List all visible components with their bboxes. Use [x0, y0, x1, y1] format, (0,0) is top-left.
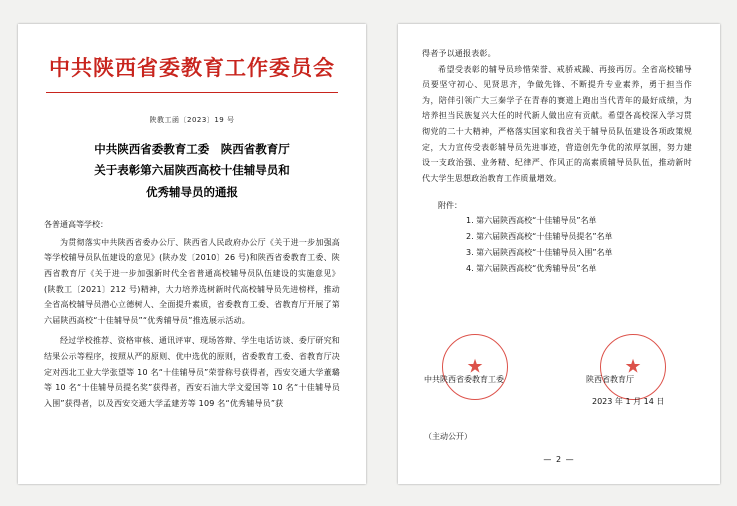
- document-page-right: [398, 24, 720, 484]
- attachment-label: 附件：: [438, 201, 462, 211]
- red-seal-education-department: [600, 334, 666, 400]
- title-line-3: 优秀辅导员的通报: [146, 184, 238, 199]
- list-item: 2. 第六届陕西高校“十佳辅导员提名”名单: [466, 232, 613, 242]
- document-page-left: [18, 24, 366, 484]
- document-title: [44, 139, 340, 203]
- body-paragraph-2: 经过学校推荐、资格审核、通讯评审、现场答辩、学生电话访谈、委厅研究和结果公示等程序，按照从严的原则、优中选优的原则，省委教育工委、省教育厅决定对西北工业大学张望等 10 名“十佳辅导员”荣誉称号获得者，西安交通大学董璐等 10 名“十佳辅导员提名奖”获得者，西安石油大学文爱国等 10 名“十佳辅导员入围”获得者，以及西安交通大学孟建芳等 109 名“优秀辅导员”获: [44, 336, 340, 408]
- signature-block: [424, 334, 696, 410]
- masthead-divider: [46, 92, 338, 93]
- list-item: 1. 第六届陕西高校“十佳辅导员”名单: [466, 216, 597, 226]
- public-disclosure-note: （主动公开）: [424, 432, 472, 441]
- page-number: — 2 —: [543, 455, 575, 464]
- title-line-2: 关于表彰第六届陕西高校十佳辅导员和: [94, 163, 290, 178]
- body-paragraph-4: 希望受表彰的辅导员珍惜荣誉、戒骄戒躁、再接再厉。全省高校辅导员要坚守初心、见贤思齐，争做先锋、不断提升专业素养，勇于担当作为，陪伴引领广大三秦学子在青春的赛道上跑出当代青年的最好成绩，为培养担当民族复兴大任的时代新人做出应有贡献。希望各高校深入学习贯彻党的二十大精神，严格落实国家和我省关于辅导员队伍建设各项政策规定，大力宣传受表彰辅导员先进事迹，营造创先争优的浓厚氛围，努力建设一支政治强、业务精、纪律严、作风正的高素质辅导员队伍，推动新时代大学生思想政治教育工作质量增效。: [422, 64, 692, 183]
- signature-date: 2023 年 1 月 14 日: [592, 397, 665, 406]
- body-paragraph-3: 得者予以通报表彰。: [422, 49, 496, 58]
- list-item: 4. 第六届陕西高校“优秀辅导员”名单: [466, 264, 597, 274]
- attachment-list: [422, 213, 692, 277]
- document-number: 陕教工函〔2023〕19 号: [149, 116, 235, 125]
- document-addressee: 各普通高等学校：: [44, 219, 108, 229]
- title-line-1: 中共陕西省委教育工委 陕西省教育厅: [94, 142, 290, 157]
- body-paragraph-1: 为贯彻落实中共陕西省委办公厅、陕西省人民政府办公厅《关于进一步加强高等学校辅导员队伍建设的意见》(陕办发〔2010〕26 号)和陕西省委教育工委、陕西省教育厅《关于进一步加强新时代全省普通高校辅导员队伍建设的实施意见》(陕教工〔2021〕212 号)精神，大力培养选树新时代高校辅导员先进榜样，推动全省高校辅导员潜心立德树人、全面提升素质，省委教育工委、省教育厅开展了第六届陕西高校“十佳辅导员”“优秀辅导员”推选展示活动。: [44, 237, 340, 325]
- list-item: 3. 第六届陕西高校“十佳辅导员入围”名单: [466, 248, 613, 258]
- signer-department: 陕西省教育厅: [586, 375, 634, 384]
- seal-star-icon: ★: [466, 355, 484, 378]
- document-masthead: 中共陕西省委教育工作委员会: [49, 55, 335, 80]
- signer-committee: 中共陕西省委教育工委: [424, 375, 504, 384]
- seal-star-icon: ★: [624, 355, 642, 378]
- red-seal-education-committee: [442, 334, 508, 400]
